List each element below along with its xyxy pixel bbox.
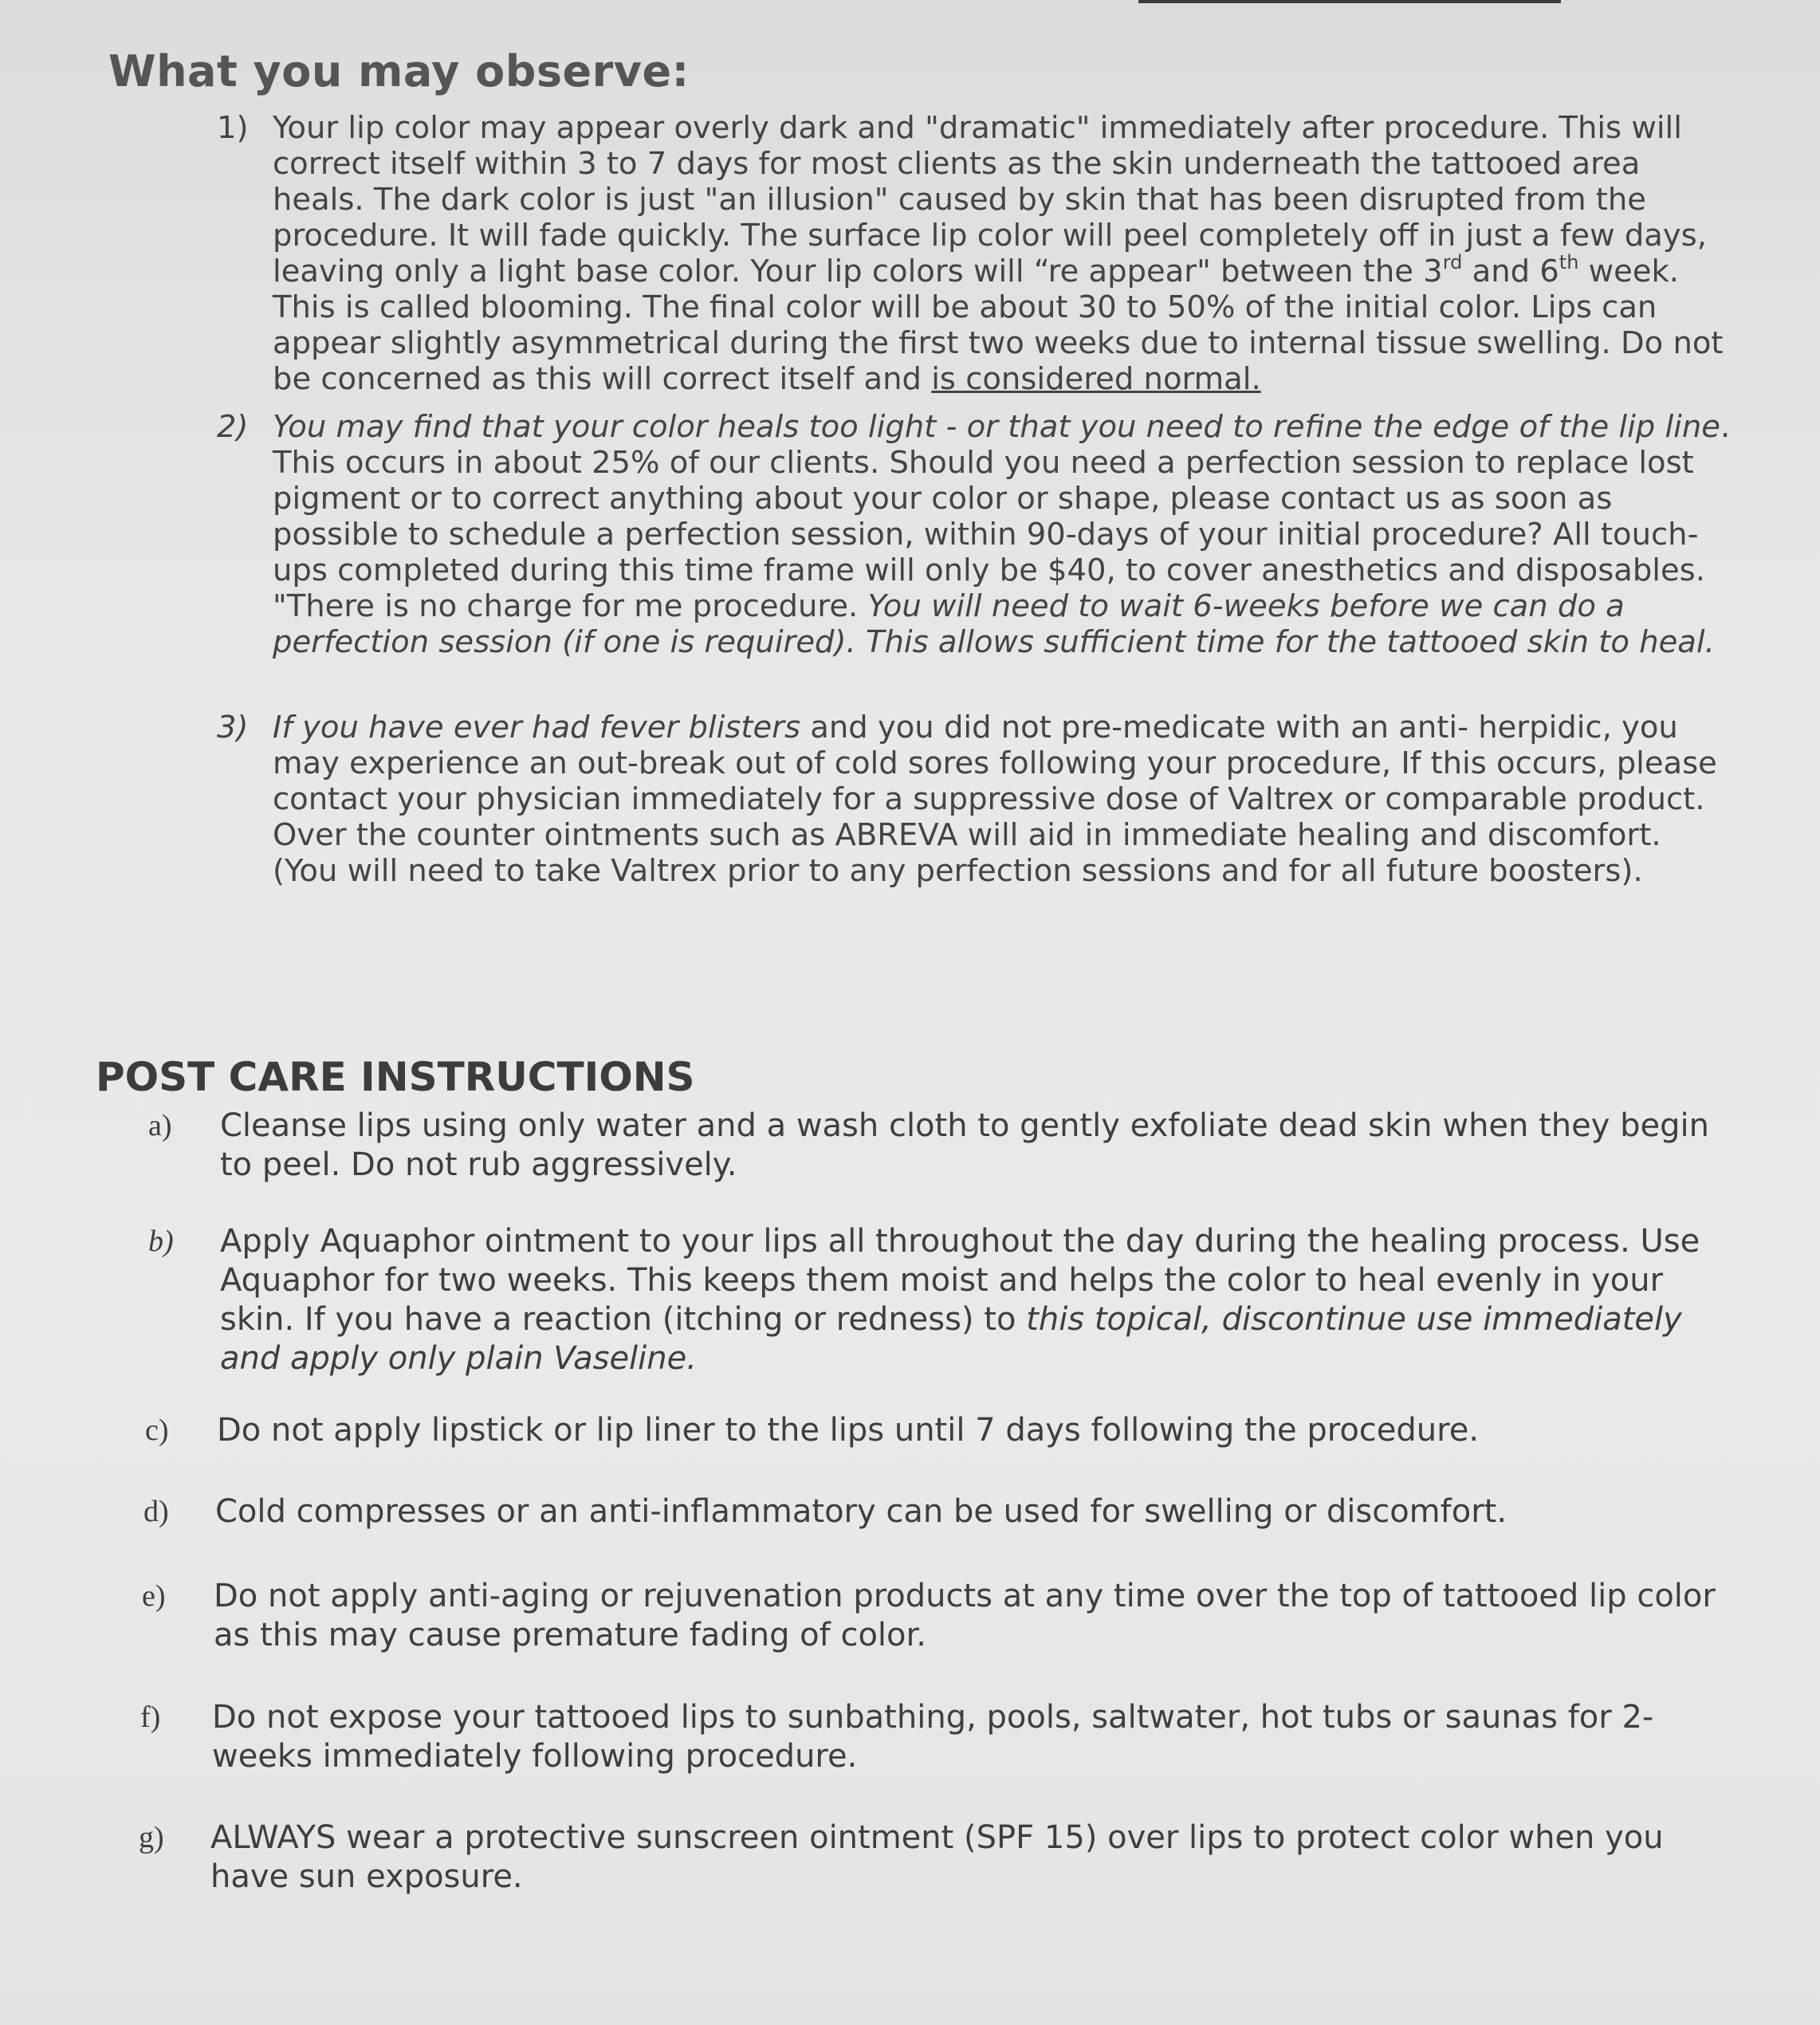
post-care-item-text: Do not apply lipstick or lip liner to the lips until 7 days following the procedure.: [217, 1412, 1480, 1449]
post-care-item-g: [139, 1819, 1717, 1897]
post-care-item-letter: b): [148, 1225, 174, 1258]
post-care-item-text: [220, 1222, 1727, 1378]
post-care-item-text: Cleanse lips using only water and a wash cloth to gently exfoliate dead skin when they begin to peel. Do not rub aggressively.: [220, 1107, 1709, 1183]
post-care-item-letter: g): [139, 1821, 164, 1854]
post-care-item-text: ALWAYS wear a protective sunscreen ointment (SPF 15) over lips to protect color when you have sun exposure.: [210, 1819, 1664, 1895]
observe-item-number: 1): [217, 110, 249, 146]
post-care-item-letter: e): [142, 1579, 166, 1613]
observe-item-number: 2): [217, 409, 249, 445]
observe-item-text: [273, 710, 1732, 889]
observe-text-part: week. This is called blooming. The final color will be about 30 to 50% of the initial color. Lips can appear slightly asymmetrical during the first two weeks due to internal tissue swelling. Do not be concerned as this will correct itself and: [273, 254, 1724, 397]
observe-item-text: [273, 409, 1732, 660]
observe-item-1: [217, 110, 1732, 397]
ordinal-suffix: th: [1559, 251, 1579, 273]
post-care-item-letter: f): [140, 1701, 161, 1734]
post-care-item-text: Do not expose your tattooed lips to sunbathing, pools, saltwater, hot tubs or saunas for 2-weeks immediately following procedure.: [212, 1699, 1654, 1775]
top-divider-line: [1138, 0, 1561, 3]
observe-item-2: [217, 409, 1732, 660]
italic-text: this topical, discontinue use immediately and apply only plain Vaseline.: [220, 1301, 1682, 1377]
observe-text-part: and 6: [1462, 254, 1559, 289]
italic-text: You may find that your color heals too light - or that you need to refine the edge of the lip line: [273, 409, 1720, 445]
post-care-item-b: [148, 1222, 1727, 1378]
observe-text-part: and you did not pre-medicate with an anti- herpidic, you may experience an out-break out of cold sores following your procedure, If this occurs, please contact your physician immediately for a suppressive dose of Valtrex or comparable product. Over the counter ointments such as ABREVA will aid in immediate healing and discomfort. (You will need to take Valtrex prior to any perfection sessions and for all future boosters).: [273, 710, 1717, 889]
post-care-item-a: [148, 1107, 1727, 1185]
post-care-item-letter: d): [143, 1495, 169, 1528]
post-care-item-letter: a): [148, 1109, 172, 1142]
observe-item-text: [273, 110, 1732, 397]
post-care-item-letter: c): [145, 1414, 169, 1447]
post-care-item-c: [145, 1411, 1724, 1450]
post-care-item-d: [143, 1492, 1722, 1532]
post-care-text-part: Apply Aquaphor ointment to your lips all throughout the day during the healing process. Use Aquaphor for two weeks. This keeps them moist and helps the color to heal evenly in your skin. If you have a reaction (itching or redness) to: [220, 1223, 1700, 1338]
post-care-item-text: Cold compresses or an anti-inflammatory can be used for swelling or discomfort.: [215, 1493, 1507, 1530]
observe-text-part: Your lip color may appear overly dark and "dramatic" immediately after procedure. This will correct itself within 3 to 7 days for most clients as the skin underneath the tattooed area heals. The dark color is just "an illusion" caused by skin that has been disrupted from the procedure. It will fade quickly. The surface lip color will peel completely off in just a few days, leaving only a light base color. Your lip colors will “re appear" between the 3: [273, 110, 1707, 289]
italic-text: If you have ever had fever blisters: [273, 710, 801, 745]
italic-text: You will need to wait 6-weeks before we can do a perfection session (if one is required). This allows sufficient time for the tattooed skin to heal.: [273, 588, 1715, 660]
post-care-section-title: POST CARE INSTRUCTIONS: [96, 1054, 695, 1100]
observe-section-title: What you may observe:: [108, 46, 690, 96]
post-care-item-text: Do not apply anti-aging or rejuvenation products at any time over the top of tattooed lip color as this may cause premature fading of color.: [214, 1578, 1716, 1653]
observe-item-number: 3): [217, 710, 249, 745]
observe-item-3: [217, 710, 1732, 889]
post-care-item-e: [142, 1577, 1720, 1655]
underlined-text: is considered normal.: [931, 361, 1261, 397]
post-care-item-f: [140, 1698, 1719, 1776]
observe-text-part: . This occurs in about 25% of our clients. Should you need a perfection session to replace lost pigment or to correct anything about your color or shape, please contact us as soon as possible to schedule a perfection session, within 90-days of your initial procedure? All touch- ups completed during this time frame will only be $40, to cover anesthetics and disposables. "There is no charge for me procedure.: [273, 409, 1731, 624]
ordinal-suffix: rd: [1442, 251, 1463, 273]
